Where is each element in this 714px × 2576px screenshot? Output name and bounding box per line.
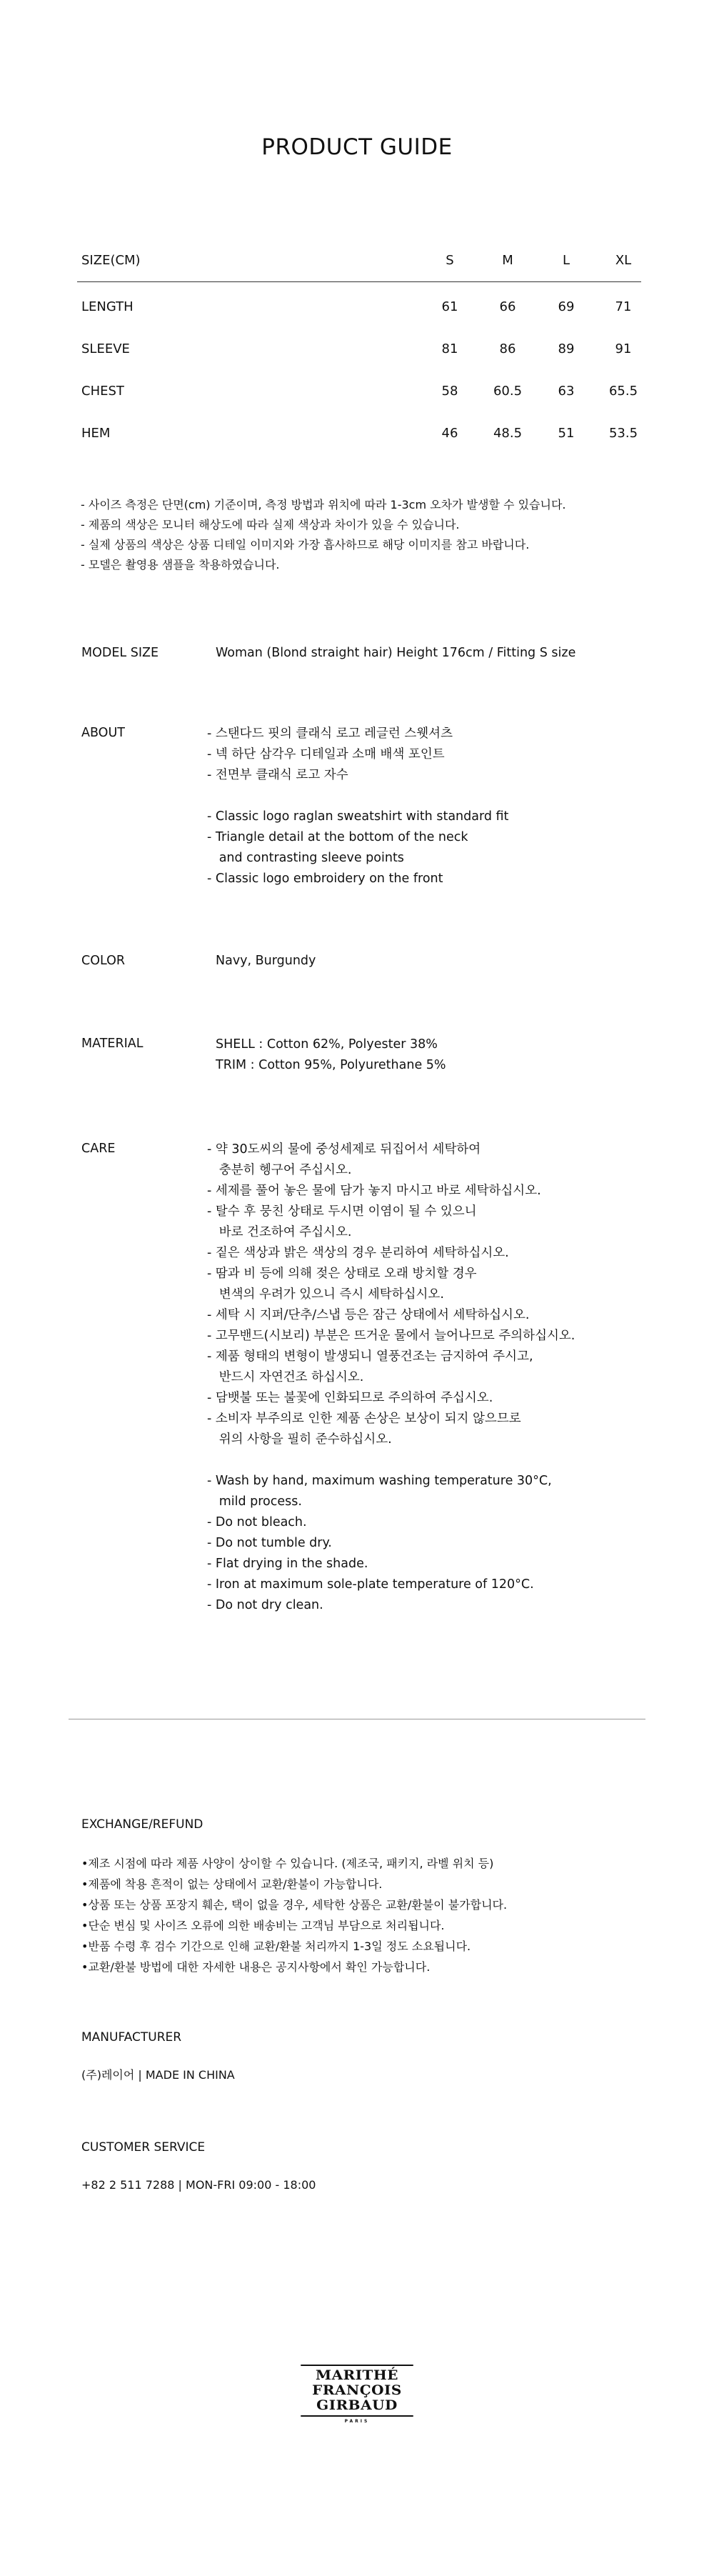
size-header-label: SIZE(CM)	[81, 253, 141, 268]
exchange-line: •단순 변심 및 사이즈 오류에 의한 배송비는 고객님 부담으로 처리됩니다.	[81, 1919, 445, 1932]
size-cell: 86	[499, 341, 516, 356]
exchange-line: •상품 또는 상품 포장지 훼손, 택이 없을 경우, 세탁한 상품은 교환/환불이 불가합니다.	[81, 1898, 508, 1912]
note-line: - 사이즈 측정은 단면(cm) 기준이며, 측정 방법과 위치에 따라 1-3cm 오차가 발생할 수 있습니다.	[81, 498, 566, 511]
logo-line: GIRBAUD	[301, 2398, 413, 2417]
about-line: - Triangle detail at the bottom of the neck	[207, 830, 468, 844]
size-cell: 66	[499, 299, 516, 314]
care-line: 위의 사항을 필히 준수하십시오.	[207, 1432, 392, 1447]
model-size-label: MODEL SIZE	[81, 646, 159, 660]
care-line: 변색의 우려가 있으니 즉시 세탁하십시오.	[207, 1287, 444, 1302]
material-line: SHELL : Cotton 62%, Polyester 38%	[216, 1037, 438, 1052]
size-col-xl: XL	[615, 253, 632, 268]
care-line	[207, 1450, 575, 1471]
care-line: mild process.	[207, 1494, 302, 1509]
size-table	[77, 249, 641, 451]
exchange-line: •반품 수령 후 검수 기간으로 인해 교환/환불 처리까지 1-3일 정도 소요됩니다.	[81, 1940, 471, 1953]
size-row-hem	[77, 409, 641, 451]
model-size-value: Woman (Blond straight hair) Height 176cm / Fitting S size	[216, 646, 576, 660]
size-row-sleeve	[77, 324, 641, 366]
size-cell: 71	[615, 299, 632, 314]
care-line: - Do not dry clean.	[207, 1598, 323, 1612]
logo-line: MARITHÉ	[301, 2365, 413, 2383]
about-body	[207, 724, 508, 889]
care-line: 충분히 헹구어 주십시오.	[207, 1163, 352, 1177]
care-line: - 세탁 시 지퍼/단추/스냅 등은 잠근 상태에서 세탁하십시오.	[207, 1308, 530, 1322]
note-line: - 실제 상품의 색상은 상품 디테일 이미지와 가장 흡사하므로 해당 이미지를 참고 바랍니다.	[81, 538, 530, 551]
size-cell: 61	[441, 299, 458, 314]
care-line: 반드시 자연건조 하십시오.	[207, 1370, 364, 1384]
size-notes	[81, 495, 566, 575]
care-line: - Do not bleach.	[207, 1515, 307, 1529]
size-row-label: SLEEVE	[81, 341, 130, 356]
size-row-label: LENGTH	[81, 299, 134, 314]
exchange-title: EXCHANGE/REFUND	[81, 1817, 203, 1832]
color-label: COLOR	[81, 954, 126, 968]
size-cell: 48.5	[493, 426, 523, 441]
about-label: ABOUT	[81, 726, 125, 740]
size-row-chest	[77, 366, 641, 409]
manufacturer-block	[81, 2030, 235, 2085]
care-line: - 땀과 비 등에 의해 젖은 상태로 오래 방치할 경우	[207, 1267, 477, 1281]
manufacturer-value: (주)레이어 | MADE IN CHINA	[81, 2068, 235, 2082]
material-label: MATERIAL	[81, 1037, 144, 1051]
about-line	[207, 786, 508, 807]
about-line: - 전면부 클래식 로고 자수	[207, 768, 348, 782]
size-cell: 60.5	[493, 384, 523, 399]
size-cell: 65.5	[608, 384, 638, 399]
about-line: - Classic logo raglan sweatshirt with standard fit	[207, 809, 509, 824]
material-body	[216, 1034, 446, 1076]
care-line: - 세제를 풀어 놓은 물에 담가 놓지 마시고 바로 세탁하십시오.	[207, 1184, 541, 1198]
size-row-label: HEM	[81, 426, 111, 441]
care-line: 바로 건조하여 주십시오.	[207, 1225, 352, 1239]
size-col-m: M	[502, 253, 513, 268]
manufacturer-title: MANUFACTURER	[81, 2030, 182, 2045]
size-cell: 51	[558, 426, 575, 441]
logo-sub: PARIS	[344, 2419, 370, 2424]
care-line: - 탈수 후 뭉친 상태로 두시면 이염이 될 수 있으니	[207, 1204, 477, 1219]
size-cell: 58	[441, 384, 458, 399]
size-cell: 69	[558, 299, 575, 314]
care-line: - Do not tumble dry.	[207, 1536, 332, 1550]
size-cell: 63	[558, 384, 575, 399]
exchange-lines	[81, 1853, 507, 1977]
care-line: - 고무밴드(시보리) 부분은 뜨거운 물에서 늘어나므로 주의하십시오.	[207, 1329, 575, 1343]
exchange-refund-block	[81, 1817, 507, 1977]
exchange-line: •제조 시점에 따라 제품 사양이 상이할 수 있습니다. (제조국, 패키지, 라벨 위치 등)	[81, 1857, 494, 1870]
about-line: - 스탠다드 핏의 클래식 로고 레글런 스웻셔츠	[207, 727, 453, 741]
customer-service-value: +82 2 511 7288 | MON-FRI 09:00 - 18:00	[81, 2178, 316, 2192]
material-line: TRIM : Cotton 95%, Polyurethane 5%	[216, 1058, 446, 1072]
size-cell: 89	[558, 341, 575, 356]
size-row-length	[77, 282, 641, 324]
exchange-line: •교환/환불 방법에 대한 자세한 내용은 공지사항에서 확인 가능합니다.	[81, 1960, 431, 1974]
care-line: - Flat drying in the shade.	[207, 1557, 368, 1571]
care-line: - 제품 형태의 변형이 발생되니 열풍건조는 금지하여 주시고,	[207, 1349, 533, 1364]
care-label: CARE	[81, 1142, 116, 1156]
size-col-s: S	[446, 253, 454, 268]
care-line: - 담뱃불 또는 불꽃에 인화되므로 주의하여 주십시오.	[207, 1391, 493, 1405]
about-line: - 넥 하단 삼각우 디테일과 소매 배색 포인트	[207, 747, 445, 762]
care-line: - Iron at maximum sole-plate temperature of 120°C.	[207, 1577, 534, 1592]
size-cell: 53.5	[608, 426, 638, 441]
care-line: - 짙은 색상과 밝은 색상의 경우 분리하여 세탁하십시오.	[207, 1246, 509, 1260]
size-table-header	[77, 249, 641, 282]
exchange-line: •제품에 착용 흔적이 없는 상태에서 교환/환불이 가능합니다.	[81, 1877, 383, 1891]
size-cell: 46	[441, 426, 458, 441]
care-body	[207, 1139, 575, 1616]
size-col-l: L	[562, 253, 570, 268]
about-line: - Classic logo embroidery on the front	[207, 872, 443, 886]
size-cell: 81	[441, 341, 458, 356]
customer-service-block	[81, 2140, 316, 2195]
page-title: PRODUCT GUIDE	[261, 134, 453, 160]
brand-logo	[303, 2365, 411, 2424]
color-value: Navy, Burgundy	[216, 954, 316, 968]
about-line: and contrasting sleeve points	[207, 851, 404, 865]
care-line: - Wash by hand, maximum washing temperature 30°C,	[207, 1474, 552, 1488]
note-line: - 제품의 색상은 모니터 해상도에 따라 실제 색상과 차이가 있을 수 있습니다.	[81, 518, 460, 531]
logo-line: FRANÇOIS	[312, 2382, 402, 2398]
customer-service-title: CUSTOMER SERVICE	[81, 2140, 206, 2155]
note-line: - 모델은 촬영용 샘플을 착용하였습니다.	[81, 558, 280, 571]
care-line: - 소비자 부주의로 인한 제품 손상은 보상이 되지 않으므로	[207, 1412, 521, 1426]
size-cell: 91	[615, 341, 632, 356]
size-row-label: CHEST	[81, 384, 124, 399]
care-line: - 약 30도씨의 물에 중성세제로 뒤집어서 세탁하여	[207, 1142, 481, 1157]
